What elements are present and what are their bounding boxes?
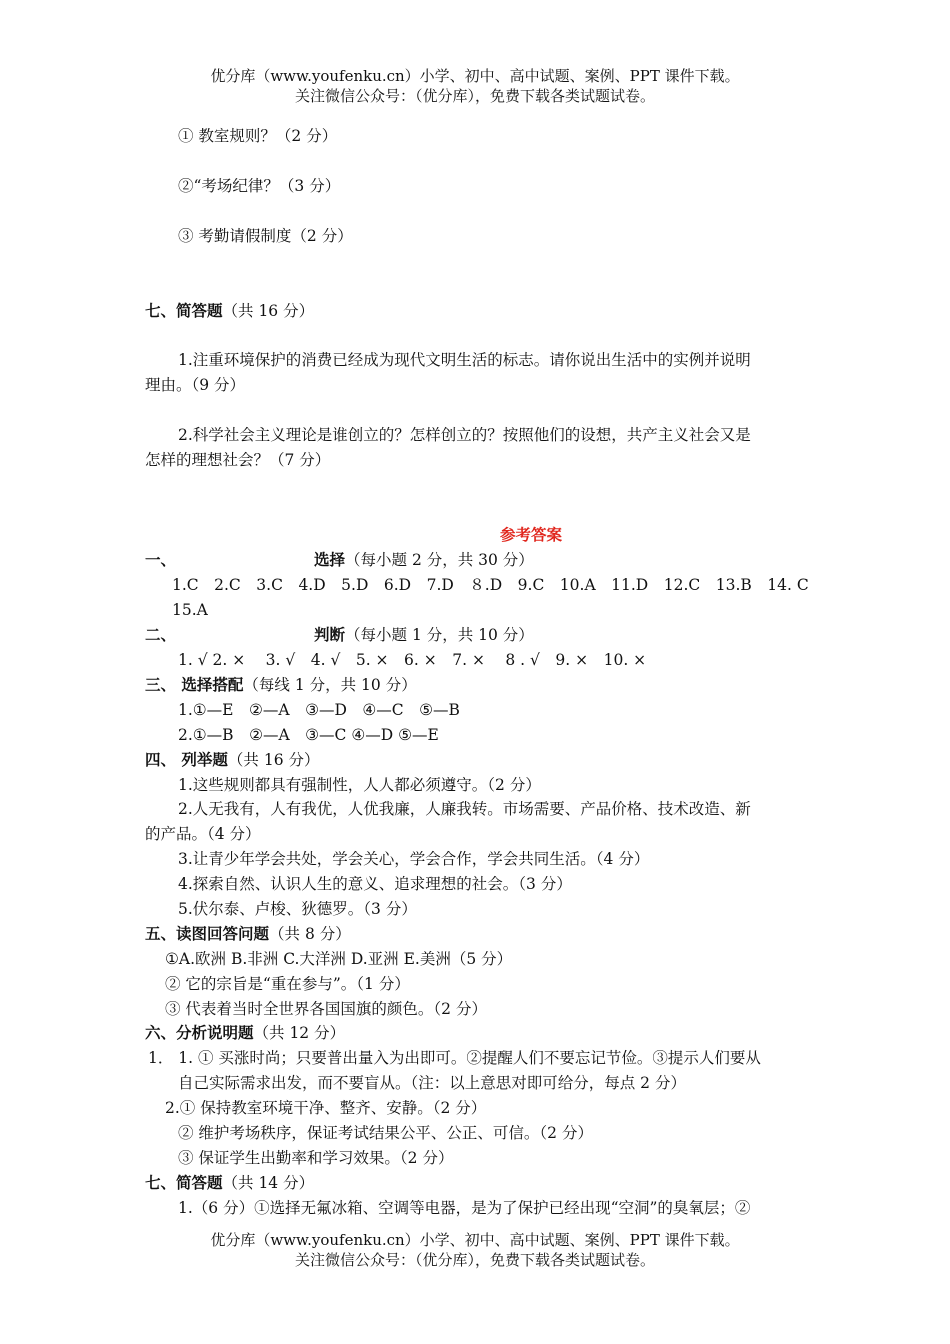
answer-s7-line1: 1.（6 分）①选择无氟冰箱、空调等电器，是为了保护已经出现“空洞”的臭氧层；② (178, 1199, 751, 1217)
answer-s1-heading (314, 549, 534, 571)
answer-s3-heading (145, 674, 417, 696)
answer-s6-line2: 自己实际需求出发，而不要盲从。（注：以上意思对即可给分，每点 2 分） (178, 1074, 686, 1092)
footer-line-1: 优分库（www.youfenku.cn）小学、初中、高中试题、案例、PPT 课件下载。 (210, 1231, 740, 1249)
answer-s6-line4: ② 维护考场秩序，保证考试结果公平、公正、可信。（2 分） (178, 1124, 593, 1142)
answer-s5-line2: ② 它的宗旨是“重在参与”。（1 分） (165, 975, 410, 993)
answer-s4-line5: 4.探索自然、认识人生的意义、追求理想的社会。（3 分） (178, 875, 572, 893)
answer-s7-heading (145, 1172, 314, 1194)
answer-s4-heading (145, 749, 319, 771)
section7-q2-line1: 2.科学社会主义理论是谁创立的？怎样创立的？按照他们的设想，共产主义社会又是 (178, 426, 751, 444)
footer-line-2: 关注微信公众号：（优分库），免费下载各类试题试卷。 (294, 1251, 655, 1269)
section7-score: （共 16 分） (222, 302, 315, 320)
header-line-1: 优分库（www.youfenku.cn）小学、初中、高中试题、案例、PPT 课件下载。 (210, 67, 740, 85)
answer-s1-line2: 15.A (172, 601, 208, 619)
answer-s6-score: （共 12 分） (253, 1024, 346, 1042)
answer-s1-number: 一、 (145, 550, 177, 569)
answer-s4-line2: 2.人无我有，人有我优，人优我廉，人廉我转。市场需要、产品价格、技术改造、新 (178, 800, 751, 818)
answer-s5-line3: ③ 代表着当时全世界各国国旗的颜色。（2 分） (165, 1000, 487, 1018)
section7-q2-line2: 怎样的理想社会？（7 分） (145, 451, 331, 469)
answer-s4-line1: 1.这些规则都具有强制性，人人都必须遵守。（2 分） (178, 776, 541, 794)
section7-q1-line2: 理由。（9 分） (145, 376, 246, 394)
answer-s2-score: （每小题 1 分，共 10 分） (345, 626, 534, 644)
answer-s5-heading (145, 923, 351, 945)
answer-s4-line6: 5.伏尔泰、卢梭、狄德罗。（3 分） (178, 900, 417, 918)
answer-s6-heading (145, 1022, 345, 1044)
answer-s2-number: 二、 (145, 625, 177, 644)
answer-s4-title: 四、 列举题 (145, 750, 228, 769)
answer-s6-line3: 2.① 保持教室环境干净、整齐、安静。（2 分） (165, 1099, 487, 1117)
answer-s1-score: （每小题 2 分，共 30 分） (345, 551, 534, 569)
section7-title: 七、简答题 (145, 301, 223, 320)
answer-s3-score: （每线 1 分，共 10 分） (243, 676, 417, 694)
section7-q1-line1: 1.注重环境保护的消费已经成为现代文明生活的标志。请你说出生活中的实例并说明 (178, 351, 751, 369)
section7-heading (145, 300, 314, 322)
question-item-2: ②“考场纪律？（3 分） (178, 177, 341, 195)
answer-s4-score: （共 16 分） (227, 751, 320, 769)
answer-s4-line3: 的产品。（4 分） (145, 825, 261, 843)
answer-s2-line1: 1. √ 2. × 3. √ 4. √ 5. × 6. × 7. × 8 . √ 9. × 10. × (178, 651, 647, 669)
answer-s1-title: 选择 (314, 550, 346, 569)
answer-s7-title: 七、简答题 (145, 1173, 223, 1192)
answer-s5-score: （共 8 分） (269, 925, 351, 943)
answer-s6-line1: 1． 1. ① 买涨时尚；只要普出量入为出即可。②提醒人们不要忘记节俭。③提示人们要从 (148, 1049, 761, 1067)
answer-s1-line1: 1.C 2.C 3.C 4.D 5.D 6.D 7.D ８.D 9.C 10.A 11.D 12.C 13.B 14. C (172, 576, 809, 594)
answer-s3-title: 三、 选择搭配 (145, 675, 244, 694)
answer-s6-title: 六、分析说明题 (145, 1023, 254, 1042)
question-item-3: ③ 考勤请假制度（2 分） (178, 227, 353, 245)
question-item-1: ① 教室规则？（2 分） (178, 127, 338, 145)
answer-s5-title: 五、读图回答问题 (145, 924, 270, 943)
answer-s3-line1: 1.①—E ②—A ③—D ④—C ⑤—B (178, 701, 460, 719)
answer-s7-score: （共 14 分） (222, 1174, 315, 1192)
answer-s6-line5: ③ 保证学生出勤率和学习效果。（2 分） (178, 1149, 454, 1167)
answer-s5-line1: ①A.欧洲 B.非洲 C.大洋洲 D.亚洲 E.美洲（5 分） (165, 950, 513, 968)
answer-s3-line2: 2.①—B ②—A ③—C ④—D ⑤—E (178, 726, 439, 744)
answers-title: 参考答案 (500, 525, 563, 544)
answer-s2-heading (314, 624, 534, 646)
header-line-2: 关注微信公众号：（优分库），免费下载各类试题试卷。 (294, 87, 655, 105)
answer-s4-line4: 3.让青少年学会共处，学会关心，学会合作，学会共同生活。（4 分） (178, 850, 650, 868)
answer-s2-title: 判断 (314, 625, 346, 644)
